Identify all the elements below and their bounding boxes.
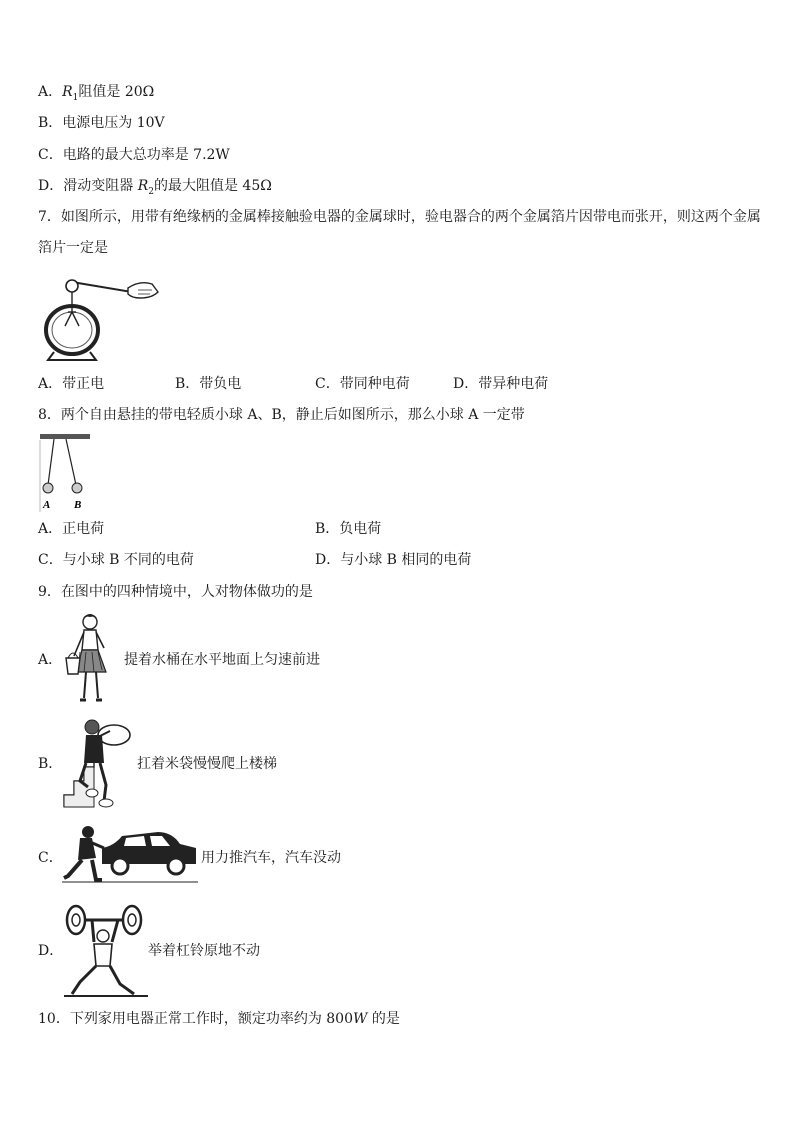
q9-option-a-caption: 提着水桶在水平地面上匀速前进 — [124, 652, 320, 668]
q8-option-a: A．正电荷 — [38, 521, 105, 537]
hanging-balls-figure — [38, 432, 92, 512]
q8-stem: 8．两个自由悬挂的带电轻质小球 A、B，静止后如图所示，那么小球 A 一定带 — [38, 407, 525, 423]
q7-option-b: B．带负电 — [175, 376, 242, 392]
q9-option-d-caption: 举着杠铃原地不动 — [148, 943, 260, 959]
q9-option-b-label: B． — [38, 756, 63, 772]
q7-stem-line2: 箔片一定是 — [38, 240, 108, 256]
person-climbing-stairs-figure — [62, 715, 134, 809]
q9-option-a-label: A． — [38, 652, 63, 668]
q6-option-b: B．电源电压为 10V — [38, 115, 165, 131]
q7-stem-line1: 7．如图所示，用带有绝缘柄的金属棒接触验电器的金属球时，验电器合的两个金属箔片因带电而张开，则这两个金属 — [38, 209, 761, 225]
q10-stem: 10．下列家用电器正常工作时，额定功率约为 800W 的是 — [38, 1011, 400, 1027]
q9-option-d-label: D． — [38, 943, 64, 959]
ball-label-a: A — [43, 499, 51, 511]
q9-option-c-caption: 用力推汽车，汽车没动 — [201, 850, 341, 866]
q7-option-a: A．带正电 — [38, 376, 105, 392]
q8-option-d: D．与小球 B 相同的电荷 — [315, 552, 472, 568]
person-holding-barbell-figure — [62, 904, 148, 998]
q8-option-b: B．负电荷 — [315, 521, 382, 537]
q6-option-d: D．滑动变阻器 $R_2$的最大阻值是 45Ω — [38, 178, 272, 197]
electroscope-figure — [40, 268, 160, 362]
q9-option-c-label: C． — [38, 850, 63, 866]
q7-option-d: D．带异种电荷 — [453, 376, 549, 392]
q9-option-b-caption: 扛着米袋慢慢爬上楼梯 — [137, 756, 277, 772]
q8-option-c: C．与小球 B 不同的电荷 — [38, 552, 194, 568]
q7-option-c: C．带同种电荷 — [315, 376, 410, 392]
q6-option-a: A．$R_1$阻值是 20Ω — [38, 84, 155, 103]
ball-label-b: B — [74, 499, 82, 511]
person-carrying-bucket-figure — [64, 612, 122, 704]
person-pushing-car-figure — [62, 822, 198, 884]
q9-stem: 9．在图中的四种情境中，人对物体做功的是 — [38, 584, 313, 600]
q6-option-c: C．电路的最大总功率是 7.2W — [38, 147, 230, 163]
